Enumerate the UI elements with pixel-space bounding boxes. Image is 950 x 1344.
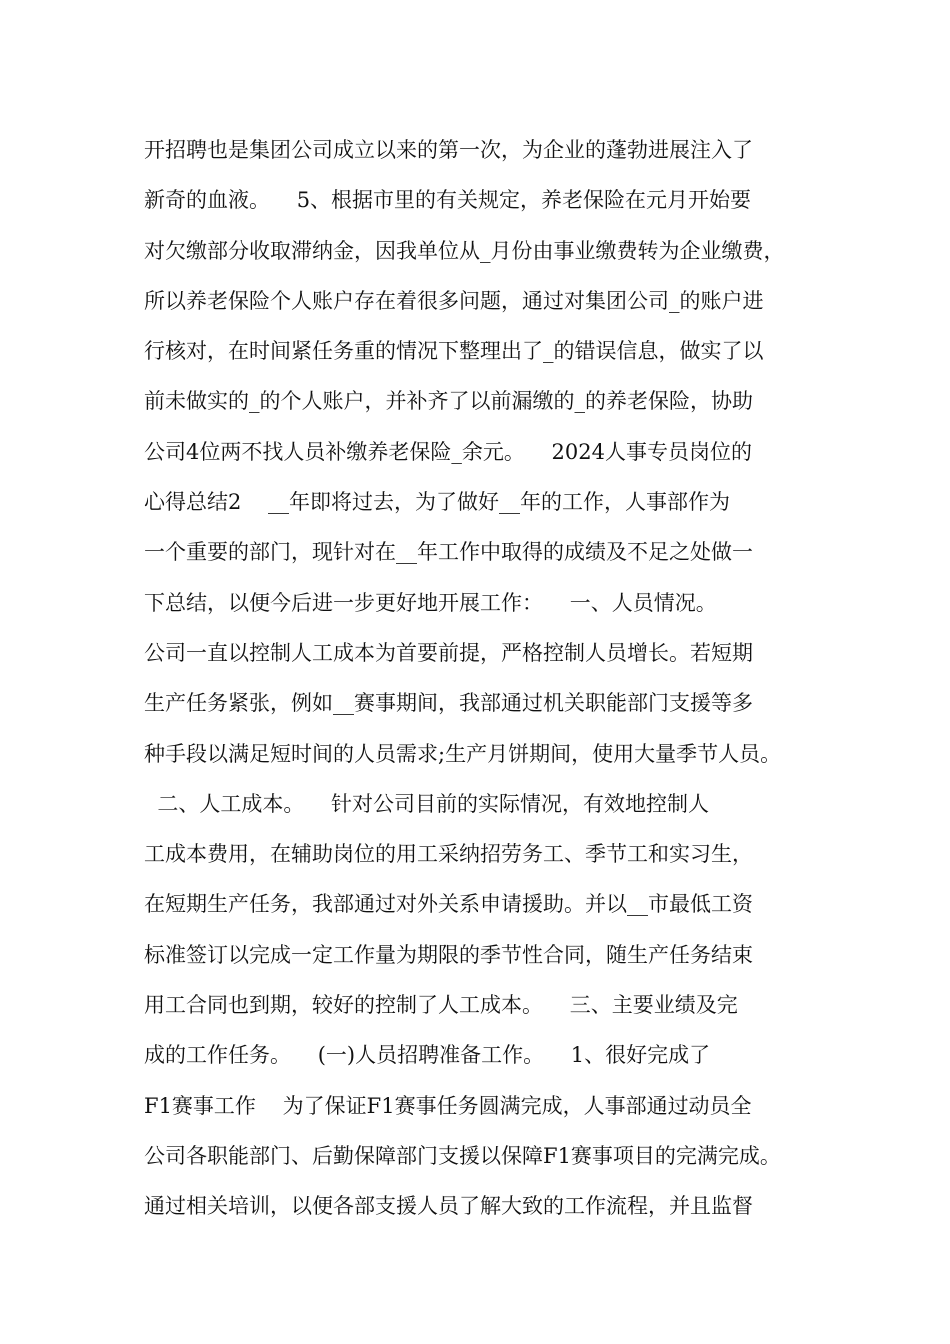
text-line: 通过相关培训，以便各部支援人员了解大致的工作流程，并且监督	[144, 1194, 753, 1219]
document-body	[144, 125, 844, 1232]
text-line: 二、人工成本。 针对公司目前的实际情况，有效地控制人	[144, 791, 710, 816]
text-line: 所以养老保险个人账户存在着很多问题，通过对集团公司_的账户进	[144, 288, 764, 313]
text-line: 公司一直以控制人工成本为首要前提，严格控制人员增长。若短期	[144, 640, 753, 665]
text-line: 标准签订以完成一定工作量为期限的季节性合同，随生产任务结束	[144, 942, 753, 967]
text-line: 公司各职能部门、后勤保障部门支援以保障F1赛事项目的完满完成。	[144, 1143, 781, 1168]
text-line: 种手段以满足短时间的人员需求;生产月饼期间，使用大量季节人员。	[144, 741, 782, 766]
text-line: 对欠缴部分收取滞纳金，因我单位从_月份由事业缴费转为企业缴费，	[144, 238, 785, 263]
text-line: 生产任务紧张，例如__赛事期间，我部通过机关职能部门支援等多	[144, 691, 753, 716]
text-line: 用工合同也到期，较好的控制了人工成本。 三、主要业绩及完	[144, 993, 738, 1018]
text-line: 工成本费用，在辅助岗位的用工采纳招劳务工、季节工和实习生，	[144, 842, 753, 867]
text-line: 新奇的血液。 5、根据市里的有关规定，养老保险在元月开始要	[144, 188, 752, 213]
text-line: 心得总结2 __年即将过去，为了做好__年的工作，人事部作为	[144, 490, 731, 515]
text-line: 成的工作任务。 (一)人员招聘准备工作。 1、很好完成了	[144, 1043, 711, 1068]
text-line: 前未做实的_的个人账户，并补齐了以前漏缴的_的养老保险，协助	[144, 389, 753, 414]
text-line: 一个重要的部门，现针对在__年工作中取得的成绩及不足之处做一	[144, 540, 753, 565]
text-line: 开招聘也是集团公司成立以来的第一次，为企业的蓬勃进展注入了	[144, 138, 753, 162]
text-line: F1赛事工作 为了保证F1赛事任务圆满完成，人事部通过动员全	[144, 1093, 752, 1118]
text-line: 公司4位两不找人员补缴养老保险_余元。 2024人事专员岗位的	[144, 439, 753, 464]
text-line: 行核对，在时间紧任务重的情况下整理出了_的错误信息，做实了以	[144, 339, 764, 364]
text-line: 在短期生产任务，我部通过对外关系申请援助。并以__市最低工资	[144, 892, 753, 917]
text-line: 下总结，以便今后进一步更好地开展工作： 一、人员情况。	[144, 590, 717, 615]
